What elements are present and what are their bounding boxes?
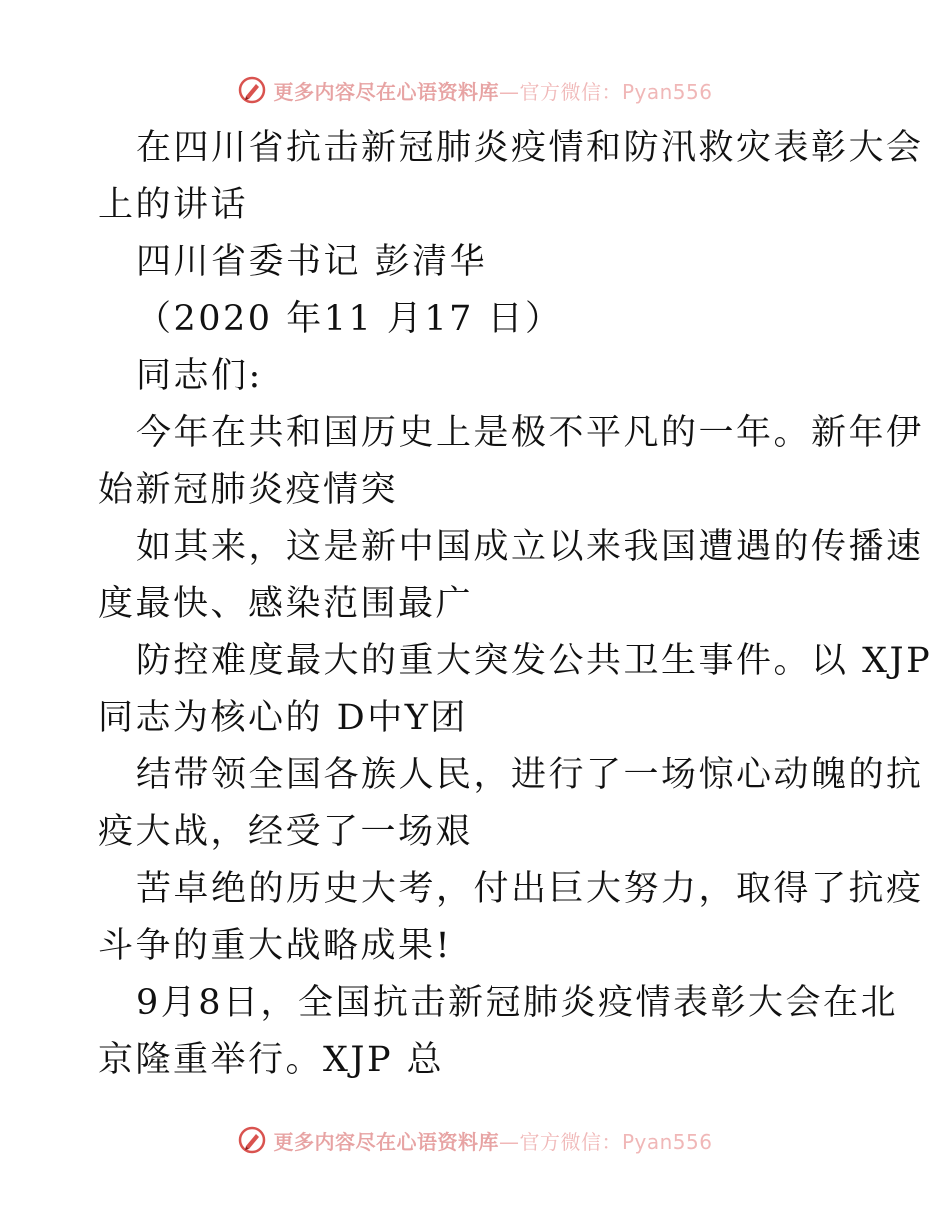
body-line: 疫大战，经受了一场艰 xyxy=(98,812,474,852)
document-body xyxy=(98,120,933,1089)
watermark-sub-text: —官方微信：Pyan556 xyxy=(498,79,713,104)
body-line: 苦卓绝的历史大考，付出巨大努力，取得了抗疫 xyxy=(136,869,924,909)
body-line: 始新冠肺炎疫情突 xyxy=(98,470,399,510)
pen-logo-icon xyxy=(237,75,267,105)
header-watermark xyxy=(0,70,950,110)
body-line: 今年在共和国历史上是极不平凡的一年。新年伊 xyxy=(136,413,924,453)
date-line: （2020 年11 月17 日） xyxy=(136,299,563,339)
body-line: 9月8日，全国抗击新冠肺炎疫情表彰大会在北 xyxy=(136,983,899,1023)
body-line: 度最快、感染范围最广 xyxy=(98,584,474,624)
watermark-main-text: 更多内容尽在心语资料库 xyxy=(273,79,499,104)
body-line: 如其来，这是新中国成立以来我国遭遇的传播速 xyxy=(136,527,924,567)
body-line: 斗争的重大战略成果! xyxy=(98,926,453,966)
footer-watermark xyxy=(0,1120,950,1160)
watermark-main-text: 更多内容尽在心语资料库 xyxy=(273,1129,499,1154)
title-line-1: 在四川省抗击新冠肺炎疫情和防汛救灾表彰大会 xyxy=(136,128,924,168)
body-line: 京隆重举行。XJP 总 xyxy=(98,1040,445,1080)
watermark-sub-text: —官方微信：Pyan556 xyxy=(498,1129,713,1154)
author-line: 四川省委书记 彭清华 xyxy=(136,242,488,282)
body-line: 结带领全国各族人民，进行了一场惊心动魄的抗 xyxy=(136,755,924,795)
title-line-2: 上的讲话 xyxy=(98,185,249,225)
pen-logo-icon xyxy=(237,1125,267,1155)
salutation-line: 同志们: xyxy=(136,356,263,396)
body-line: 同志为核心的 D中Y团 xyxy=(98,698,468,738)
body-line: 防控难度最大的重大突发公共卫生事件。以 XJP xyxy=(136,641,933,681)
